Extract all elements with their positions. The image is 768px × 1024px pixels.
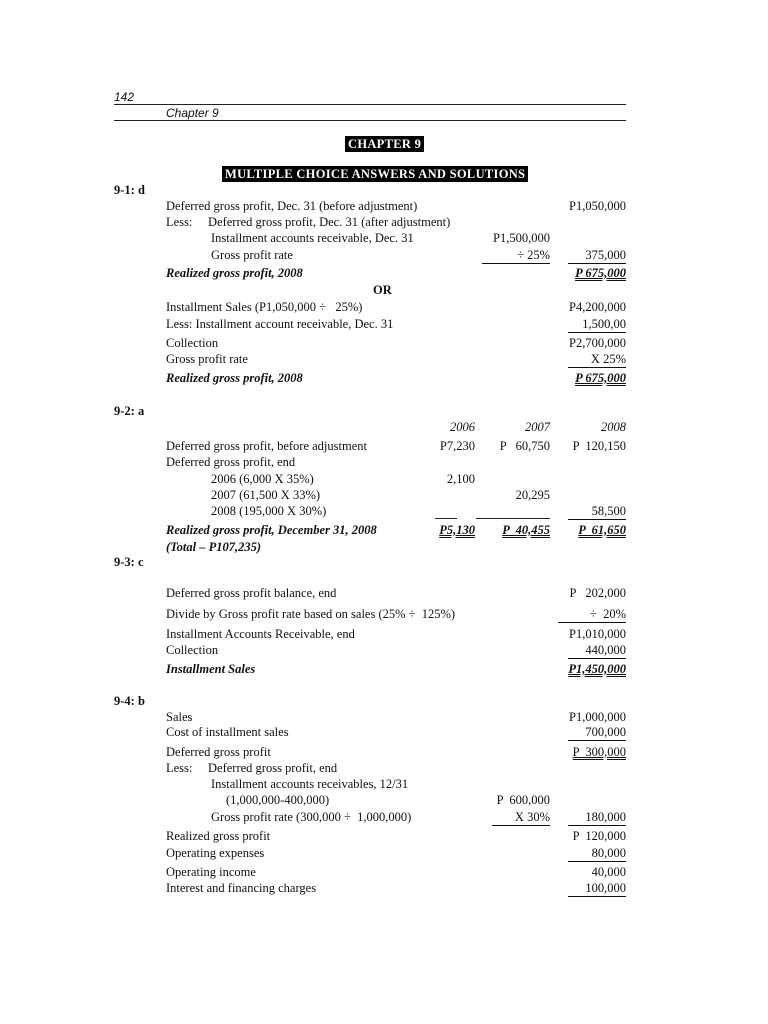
q1-line-2: Less: Deferred gross profit, Dec. 31 (after adjustment): [166, 215, 451, 229]
q4-line-5: Installment accounts receivables, 12/31: [211, 777, 409, 791]
q1-line-4: Gross profit rate: [211, 248, 293, 262]
q1-line-7: Less: Installment account receivable, Dec. 31: [166, 317, 394, 331]
q1-line-6: Installment Sales (P1,050,000 ÷ 25%): [166, 300, 363, 314]
q4-line-7: Gross profit rate (300,000 ÷ 1,000,000): [211, 810, 412, 824]
q1-line-4-mid: ÷ 25%: [482, 248, 550, 264]
q2-line-2: Deferred gross profit, end: [166, 455, 296, 469]
q3-line-3-value: P1,010,000: [569, 627, 626, 641]
q4-line-8-value: P 120,000: [572, 829, 626, 843]
q1-line-5-value: P 675,000: [575, 266, 626, 280]
q2-2006-subtotal-rule: [435, 518, 457, 519]
q2-line-6: Realized gross profit, December 31, 2008: [166, 523, 377, 537]
q2-2007-subtotal-rule: [476, 518, 550, 519]
q1-line-9: Gross profit rate: [166, 352, 248, 366]
q3-line-2-value: ÷ 20%: [558, 607, 626, 623]
q4-line-3-value: P 300,000: [572, 745, 626, 759]
q4-line-6: (1,000,000-400,000): [226, 793, 330, 807]
q2-line-1-2008: P 120,150: [572, 439, 626, 453]
question-9-4-label: 9-4: b: [114, 694, 145, 708]
q4-line-9-value: 80,000: [568, 846, 626, 862]
q1-line-3-mid: P1,500,000: [493, 231, 550, 245]
q3-line-3: Installment Accounts Receivable, end: [166, 627, 355, 641]
q2-line-3-2006: 2,100: [446, 472, 475, 486]
section-title: MULTIPLE CHOICE ANSWERS AND SOLUTIONS: [222, 166, 528, 182]
q3-line-4-value: 440,000: [568, 643, 626, 659]
q4-line-10-value: 40,000: [591, 865, 626, 879]
page-number: 142: [114, 90, 135, 104]
q2-line-3: 2006 (6,000 X 35%): [211, 472, 314, 486]
q2-line-7: (Total – P107,235): [166, 540, 262, 554]
q2-line-6-2006: P5,130: [439, 523, 475, 537]
q1-line-9-value: X 25%: [568, 352, 626, 368]
q1-or: OR: [373, 283, 392, 297]
q4-line-2: Cost of installment sales: [166, 725, 289, 739]
q2-line-5-2008: 58,500: [568, 504, 626, 520]
question-9-2-label: 9-2: a: [114, 404, 145, 418]
q1-line-4-value: 375,000: [568, 248, 626, 264]
q2-line-6-2007: P 40,455: [502, 523, 550, 537]
q2-line-4: 2007 (61,500 X 33%): [211, 488, 321, 502]
question-9-3-label: 9-3: c: [114, 555, 144, 569]
q4-line-1-value: P1,000,000: [569, 710, 626, 724]
q1-line-10-value: P 675,000: [575, 371, 626, 385]
q1-line-8: Collection: [166, 336, 219, 350]
q1-line-1: Deferred gross profit, Dec. 31 (before adjustment): [166, 199, 418, 213]
q4-line-6-mid: P 600,000: [496, 793, 550, 807]
header-rule-bottom: [114, 120, 626, 121]
q2-year-2008: 2008: [601, 420, 626, 434]
q4-line-10: Operating income: [166, 865, 256, 879]
q4-line-11: Interest and financing charges: [166, 881, 317, 895]
question-9-1-label: 9-1: d: [114, 183, 145, 197]
q4-line-7-value: 180,000: [568, 810, 626, 826]
header-rule-top: [114, 104, 626, 105]
q1-line-3: Installment accounts receivable, Dec. 31: [211, 231, 414, 245]
q2-line-1-2007: P 60,750: [499, 439, 550, 453]
q4-line-4: Less: Deferred gross profit, end: [166, 761, 338, 775]
q3-line-1-value: P 202,000: [569, 586, 626, 600]
q2-line-6-2008: P 61,650: [578, 523, 626, 537]
q4-line-1: Sales: [166, 710, 193, 724]
q1-line-1-value: P1,050,000: [569, 199, 626, 213]
q2-year-2006: 2006: [450, 420, 475, 434]
chapter-label: Chapter 9: [166, 106, 219, 120]
q1-line-8-value: P2,700,000: [569, 336, 626, 350]
q1-line-6-value: P4,200,000: [569, 300, 626, 314]
q3-line-5-value: P1,450,000: [568, 662, 626, 676]
q4-line-9: Operating expenses: [166, 846, 265, 860]
q2-line-5: 2008 (195,000 X 30%): [211, 504, 327, 518]
q3-line-4: Collection: [166, 643, 219, 657]
q1-line-7-value: 1,500,00: [568, 317, 626, 333]
q3-line-5: Installment Sales: [166, 662, 256, 676]
q4-line-2-value: 700,000: [568, 725, 626, 741]
q2-line-1: Deferred gross profit, before adjustment: [166, 439, 367, 453]
q3-line-1: Deferred gross profit balance, end: [166, 586, 337, 600]
chapter-title: CHAPTER 9: [345, 136, 424, 152]
q1-line-5: Realized gross profit, 2008: [166, 266, 303, 280]
q4-line-8: Realized gross profit: [166, 829, 271, 843]
q4-line-3: Deferred gross profit: [166, 745, 271, 759]
q4-line-11-value: 100,000: [568, 881, 626, 897]
q1-line-10: Realized gross profit, 2008: [166, 371, 303, 385]
q2-year-2007: 2007: [525, 420, 550, 434]
q2-line-4-2007: 20,295: [515, 488, 550, 502]
q2-line-1-2006: P7,230: [439, 439, 475, 453]
q4-line-7-mid: X 30%: [492, 810, 550, 826]
q3-line-2: Divide by Gross profit rate based on sales (25% ÷ 125%): [166, 607, 456, 621]
